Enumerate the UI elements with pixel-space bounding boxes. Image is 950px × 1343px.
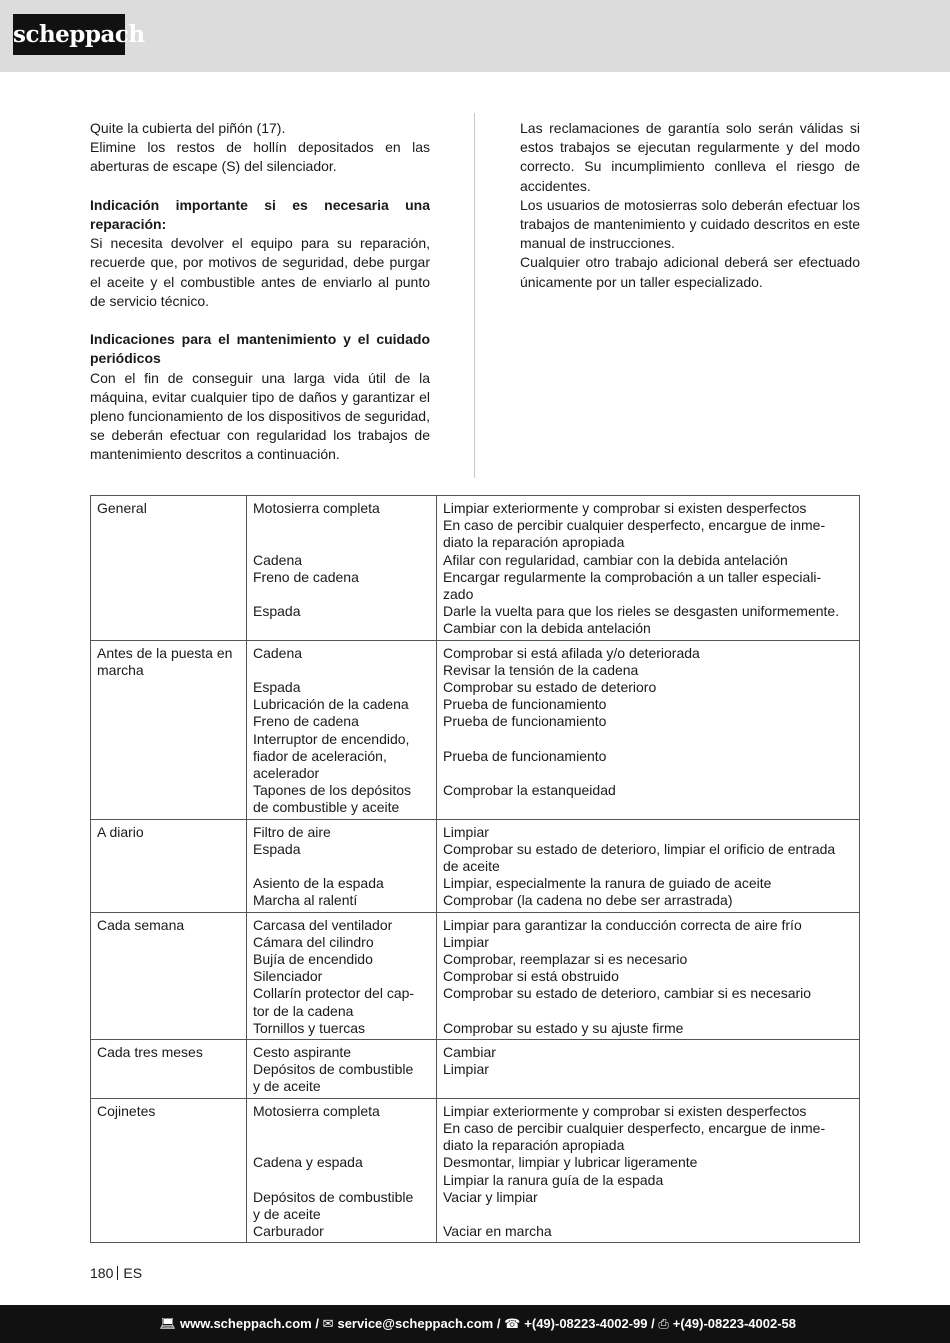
paragraph: Elimine los restos de hollín depositados en las aberturas de escape (S) del silenciador. <box>90 139 430 175</box>
cell-line: Asiento de la espada <box>253 875 384 892</box>
cell-line: En caso de percibir cualquier desperfecto, encargue de inme- <box>443 1119 826 1136</box>
cell-line: Cambiar con la debida antelación <box>443 620 651 637</box>
cell-line: Tapones de los depósitos <box>253 782 411 799</box>
cell-line: Cesto aspirante <box>253 1044 352 1061</box>
cell-line: Cadena <box>253 551 303 568</box>
cell-line: A diario <box>97 823 144 840</box>
cell-line: Collarín protector del cap- <box>253 985 415 1002</box>
cell-actions <box>437 496 860 641</box>
cell-line <box>443 765 853 782</box>
cell-line: Depósitos de combustible <box>253 1061 414 1078</box>
cell-line: Prueba de funcionamiento <box>443 696 607 713</box>
footer-contact <box>159 1305 796 1343</box>
page-number <box>90 1265 142 1281</box>
cell-line: Vaciar y limpiar <box>443 1188 538 1205</box>
cell-line: Espada <box>253 603 301 620</box>
cell-line: Cámara del cilindro <box>253 933 374 950</box>
cell-line: Limpiar <box>443 933 489 950</box>
cell-line: Filtro de aire <box>253 823 331 840</box>
cell-line <box>253 517 430 534</box>
paragraph-line: Quite la cubierta del piñón (17). <box>90 120 286 136</box>
cell-line: Espada <box>253 679 301 696</box>
cell-line: Limpiar la ranura guía de la espada <box>443 1171 664 1188</box>
cell-line <box>443 1206 853 1223</box>
cell-line: y de aceite <box>253 1205 321 1222</box>
table-row <box>91 912 860 1039</box>
cell-line: Cambiar <box>443 1044 496 1061</box>
cell-line: En caso de percibir cualquier desperfecto, encargue de inme- <box>443 517 826 534</box>
cell-line: Interruptor de encendido, <box>253 730 410 747</box>
cell-parts <box>247 912 437 1039</box>
cell-parts <box>247 819 437 912</box>
cell-line: Marcha al ralentí <box>253 892 358 909</box>
right-text-column <box>520 119 860 292</box>
header-band <box>0 0 950 72</box>
table-row <box>91 819 860 912</box>
paragraph: Con el fin de conseguir una larga vida útil de la máquina, evitar cualquier tipo de daños y garantizar el pleno funcionamiento de los dispositivos de seguridad, se deberán efectuar con regularidad los trabajos de mantenimiento descritos a continuación. <box>90 369 430 463</box>
footer-fax: +(49)-08223-4002-58 <box>672 1316 796 1331</box>
cell-actions <box>437 819 860 912</box>
paragraph: Las reclamaciones de garantía solo serán válidas si estos trabajos se ejecutan regularmente y del modo correcto. Su incumplimiento conlleva el riesgo de accidentes. <box>520 120 860 194</box>
footer-band <box>0 1305 950 1343</box>
cell-line: diato la reparación apropiada <box>443 534 625 551</box>
cell-line: Vaciar en marcha <box>443 1223 552 1240</box>
cell-line: de combustible y aceite <box>253 799 400 816</box>
cell-line: tor de la cadena <box>253 1002 354 1019</box>
cell-line: Cada semana <box>97 916 185 933</box>
cell-period <box>91 912 247 1039</box>
cell-parts <box>247 1098 437 1243</box>
cell-parts <box>247 1040 437 1099</box>
cell-line: Silenciador <box>253 968 323 985</box>
cell-line: Darle la vuelta para que los rieles se desgasten uniformemente. <box>443 603 840 620</box>
cell-line <box>253 1171 430 1188</box>
cell-line: Prueba de funcionamiento <box>443 713 607 730</box>
cell-period <box>91 819 247 912</box>
cell-line: Antes de la puesta en <box>97 644 233 661</box>
cell-line: Comprobar su estado de deterioro, limpiar el orificio de entrada <box>443 840 836 857</box>
cell-line: Limpiar exteriormente y comprobar si existen desperfectos <box>443 500 807 516</box>
phone-icon: ☎︎ <box>504 1316 521 1331</box>
cell-line: Motosierra completa <box>253 500 380 516</box>
cell-line <box>253 1120 430 1137</box>
cell-line: Comprobar su estado de deterioro, cambiar si es necesario <box>443 985 812 1002</box>
cell-line: Motosierra completa <box>253 1102 380 1119</box>
cell-line <box>443 1003 853 1020</box>
brand-logo: scheppach <box>13 14 125 55</box>
cell-actions <box>437 1040 860 1099</box>
cell-line: Comprobar (la cadena no debe ser arrastrada) <box>443 892 733 909</box>
cell-period <box>91 640 247 819</box>
cell-line: Comprobar su estado de deterioro <box>443 679 657 696</box>
column-divider <box>474 113 475 478</box>
table-row <box>91 640 860 819</box>
cell-line: Bujía de encendido <box>253 951 373 968</box>
page-separator <box>117 1266 118 1280</box>
footer-phone: +(49)-08223-4002-99 / <box>524 1316 655 1331</box>
cell-line: Carcasa del ventilador <box>253 916 393 933</box>
section-heading-repair: Indicación importante si es necesaria una reparación: <box>90 196 430 232</box>
maintenance-table <box>90 495 860 1243</box>
cell-line: Cadena y espada <box>253 1154 363 1171</box>
cell-period <box>91 496 247 641</box>
cell-actions <box>437 1098 860 1243</box>
cell-line: acelerador <box>253 765 320 782</box>
cell-line: Prueba de funcionamiento <box>443 747 607 764</box>
cell-line: Limpiar <box>443 1061 489 1078</box>
cell-line: Limpiar <box>443 823 489 840</box>
cell-line <box>253 1137 430 1154</box>
cell-line: Cada tres meses <box>97 1044 203 1061</box>
cell-line: y de aceite <box>253 1078 321 1095</box>
cell-line: Revisar la tensión de la cadena <box>443 661 639 678</box>
page-number-value: 180 <box>90 1265 114 1281</box>
cell-line: Encargar regularmente la comprobación a un taller especiali- <box>443 568 822 585</box>
cell-period <box>91 1098 247 1243</box>
cell-actions <box>437 912 860 1039</box>
cell-line <box>253 662 430 679</box>
cell-line: Comprobar su estado y su ajuste firme <box>443 1019 684 1036</box>
computer-icon: 💻︎ <box>159 1316 176 1331</box>
paragraph: Los usuarios de motosierras solo deberán efectuar los trabajos de mantenimiento y cuidado descritos en este manual de instrucciones. <box>520 196 860 252</box>
page-language: ES <box>123 1265 143 1281</box>
fax-icon: ⎙ <box>658 1316 669 1331</box>
cell-actions <box>437 640 860 819</box>
table-row <box>91 1098 860 1243</box>
cell-line <box>253 586 430 603</box>
cell-line: Espada <box>253 840 301 857</box>
cell-line <box>253 858 430 875</box>
footer-email[interactable]: service@scheppach.com / <box>337 1316 501 1331</box>
cell-line: Limpiar, especialmente la ranura de guiado de aceite <box>443 875 772 892</box>
cell-parts <box>247 496 437 641</box>
cell-line: zado <box>443 586 474 603</box>
cell-line: Comprobar, reemplazar si es necesario <box>443 951 688 968</box>
cell-line: Freno de cadena <box>253 568 359 585</box>
section-heading-maintenance: Indicaciones para el mantenimiento y el cuidado periódicos <box>90 331 430 367</box>
cell-line: Comprobar la estanqueidad <box>443 782 616 799</box>
cell-line: fiador de aceleración, <box>253 747 387 764</box>
cell-line: Comprobar si está obstruido <box>443 968 619 985</box>
cell-line: Depósitos de combustible <box>253 1188 414 1205</box>
cell-line: Carburador <box>253 1223 324 1240</box>
footer-website[interactable]: www.scheppach.com / <box>179 1316 319 1331</box>
cell-line: Afilar con regularidad, cambiar con la debida antelación <box>443 551 788 568</box>
cell-line: Limpiar exteriormente y comprobar si existen desperfectos <box>443 1102 807 1119</box>
cell-line: Desmontar, limpiar y lubricar ligeramente <box>443 1154 698 1171</box>
cell-line: General <box>97 500 147 516</box>
cell-line: Freno de cadena <box>253 713 359 730</box>
cell-line: Cojinetes <box>97 1102 156 1119</box>
cell-line: Limpiar para garantizar la conducción correcta de aire frío <box>443 916 802 933</box>
cell-line: diato la reparación apropiada <box>443 1137 625 1154</box>
cell-line <box>253 534 430 551</box>
cell-line: Comprobar si está afilada y/o deteriorada <box>443 644 700 661</box>
cell-parts <box>247 640 437 819</box>
paragraph: Si necesita devolver el equipo para su reparación, recuerde que, por motivos de seguridad, debe purgar el aceite y el combustible antes de enviarlo al punto de servicio técnico. <box>90 235 430 309</box>
paragraph: Cualquier otro trabajo adicional deberá ser efectuado únicamente por un taller especializado. <box>520 254 860 290</box>
table-row <box>91 496 860 641</box>
left-text-column <box>90 119 430 465</box>
table-row <box>91 1040 860 1099</box>
cell-line: marcha <box>97 661 144 678</box>
cell-line: de aceite <box>443 858 500 875</box>
cell-line: Cadena <box>253 644 303 661</box>
cell-line: Lubricación de la cadena <box>253 696 409 713</box>
cell-line <box>443 731 853 748</box>
cell-period <box>91 1040 247 1099</box>
mail-icon: ✉︎ <box>322 1316 334 1331</box>
cell-line: Tornillos y tuercas <box>253 1019 366 1036</box>
